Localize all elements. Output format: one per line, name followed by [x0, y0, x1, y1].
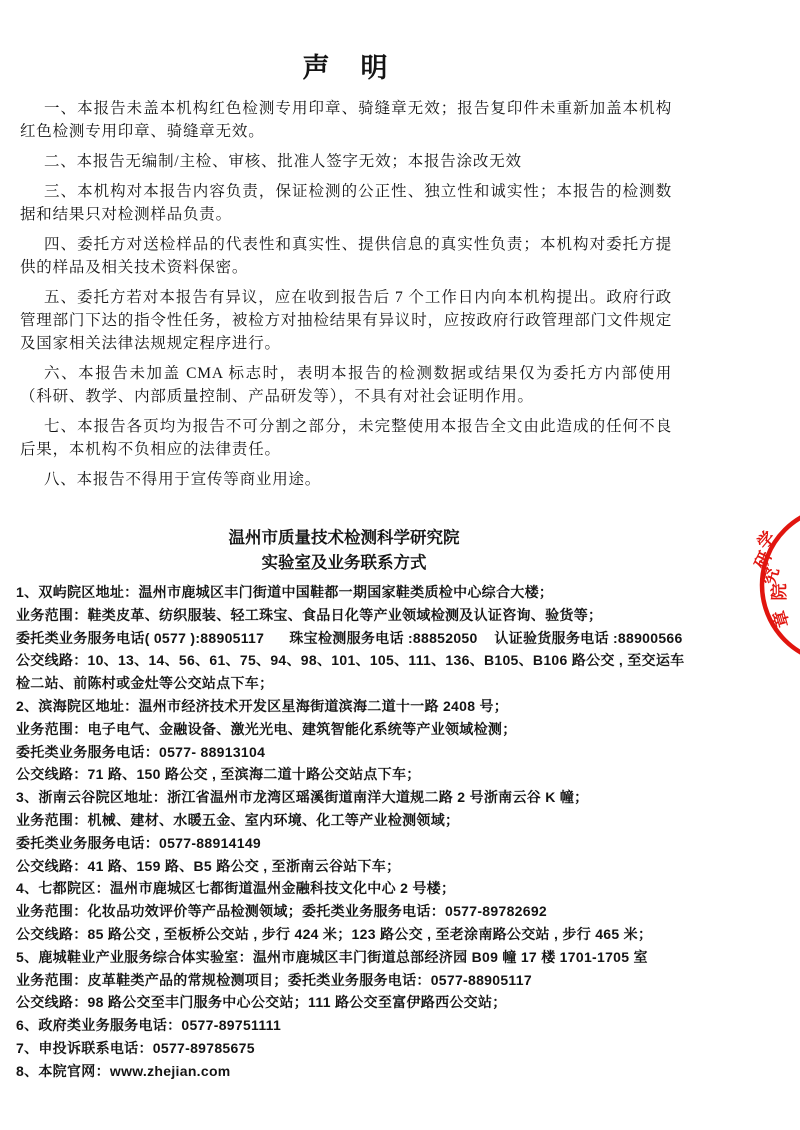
- statements-section: [0, 97, 800, 491]
- seal-char: 究: [760, 565, 783, 587]
- contact-line: 公交线路：71 路、150 路公交 , 至滨海二道十路公交站点下车；: [16, 766, 421, 783]
- page-title: 声 明: [302, 53, 390, 83]
- contact-line: 4、七都院区：温州市鹿城区七都街道温州金融科技文化中心 2 号楼；: [16, 880, 456, 897]
- contact-line: 委托类业务服务电话( 0577 ):88905117 珠宝检测服务电话 :88852050 认证验货服务电话 :88900566: [16, 629, 683, 646]
- contact-line: 业务范围：机械、建材、水暖五金、室内环境、化工等产业检测领域；: [16, 811, 460, 828]
- contact-section-title: 实验室及业务联系方式: [261, 553, 427, 572]
- contact-line: 公交线路：10、13、14、56、61、75、94、98、101、105、111、136、B105、B106 路公交 , 至交运车: [16, 652, 685, 669]
- contact-line: 公交线路：85 路公交 , 至板桥公交站 , 步行 424 米；123 路公交 , 至老涂南路公交站 , 步行 465 米；: [16, 925, 653, 942]
- statement-item-2: 二、本报告无编制/主检、审核、批准人签字无效；本报告涂改无效: [44, 153, 522, 170]
- contact-line: 1、双屿院区地址：温州市鹿城区丰门街道中国鞋都一期国家鞋类质检中心综合大楼；: [16, 584, 554, 600]
- contact-line: 6、政府类业务服务电话：0577-89751111: [16, 1017, 282, 1034]
- statement-item-6: 六、本报告未加盖 CMA 标志时，表明本报告的检测数据或结果仅为委托方内部使用（科研、教学、内部质量控制、产品研发等），不具有对社会证明作用。: [20, 365, 672, 405]
- statement-item-3: 三、本机构对本报告内容负责，保证检测的公正性、独立性和诚实性；本报告的检测数据和结果只对检测样品负责。: [20, 183, 672, 223]
- contact-line: 业务范围：皮革鞋类产品的常规检测项目；委托类业务服务电话：0577-88905117: [16, 971, 532, 988]
- contact-line: 业务范围：鞋类皮革、纺织服装、轻工珠宝、食品日化等产业领域检测及认证咨询、验货等；: [16, 606, 603, 623]
- contact-line: 委托类业务服务电话：0577- 88913104: [16, 743, 266, 760]
- contact-line: 7、申投诉联系电话：0577-89785675: [16, 1039, 255, 1056]
- contact-line: 检二站、前陈村或金灶等公交站点下车；: [16, 675, 274, 692]
- seal-char: 院: [770, 583, 789, 601]
- contact-line: 公交线路：98 路公交至丰门服务中心公交站；111 路公交至富伊路西公交站；: [16, 994, 507, 1011]
- contact-section: [0, 581, 800, 1083]
- seal-char: 学: [753, 527, 780, 553]
- statement-item-1: 一、本报告未盖本机构红色检测专用印章、骑缝章无效；报告复印件未重新加盖本机构红色检测专用印章、骑缝章无效。: [20, 100, 672, 140]
- contact-line: 业务范围：电子电气、金融设备、激光光电、建筑智能化系统等产业领域检测；: [16, 720, 517, 737]
- contact-line: 委托类业务服务电话：0577-88914149: [16, 834, 261, 851]
- contact-line: 3、浙南云谷院区地址：浙江省温州市龙湾区瑶溪街道南洋大道规二路 2 号浙南云谷 K 幢；: [16, 789, 589, 806]
- organization-name: 温州市质量技术检测科学研究院: [228, 528, 460, 547]
- contact-line: 业务范围：化妆品功效评价等产品检测领域；委托类业务服务电话：0577-89782692: [16, 903, 547, 920]
- contact-line: 2、滨海院区地址：温州市经济技术开发区星海街道滨海二道十一路 2408 号；: [16, 697, 509, 714]
- statement-item-7: 七、本报告各页均为报告不可分割之部分，未完整使用本报告全文由此造成的任何不良后果，本机构不负相应的法律责任。: [20, 418, 672, 458]
- seal-char: 章: [770, 608, 793, 630]
- contact-line: 公交线路：41 路、159 路、B5 路公交 , 至浙南云谷站下车；: [16, 857, 401, 874]
- contact-line: 5、鹿城鞋业产业服务综合体实验室：温州市鹿城区丰门街道总部经济园 B09 幢 17 楼 1701-1705 室: [16, 948, 648, 965]
- statement-item-5: 五、委托方若对本报告有异议，应在收到报告后 7 个工作日内向本机构提出。政府行政管理部门下达的指令性任务，被检方对抽检结果有异议时，应按政府行政管理部门文件规定及国家相关法律法规规定程序进行。: [20, 289, 673, 352]
- seal-char: 研: [751, 548, 776, 573]
- statement-item-8: 八、本报告不得用于宣传等商业用途。: [44, 471, 322, 488]
- statement-item-4: 四、委托方对送检样品的代表性和真实性、提供信息的真实性负责；本机构对委托方提供的样品及相关技术资料保密。: [20, 236, 672, 276]
- contact-line: 8、本院官网：www.zhejian.com: [16, 1062, 231, 1079]
- contact-section-heading: [16, 525, 672, 575]
